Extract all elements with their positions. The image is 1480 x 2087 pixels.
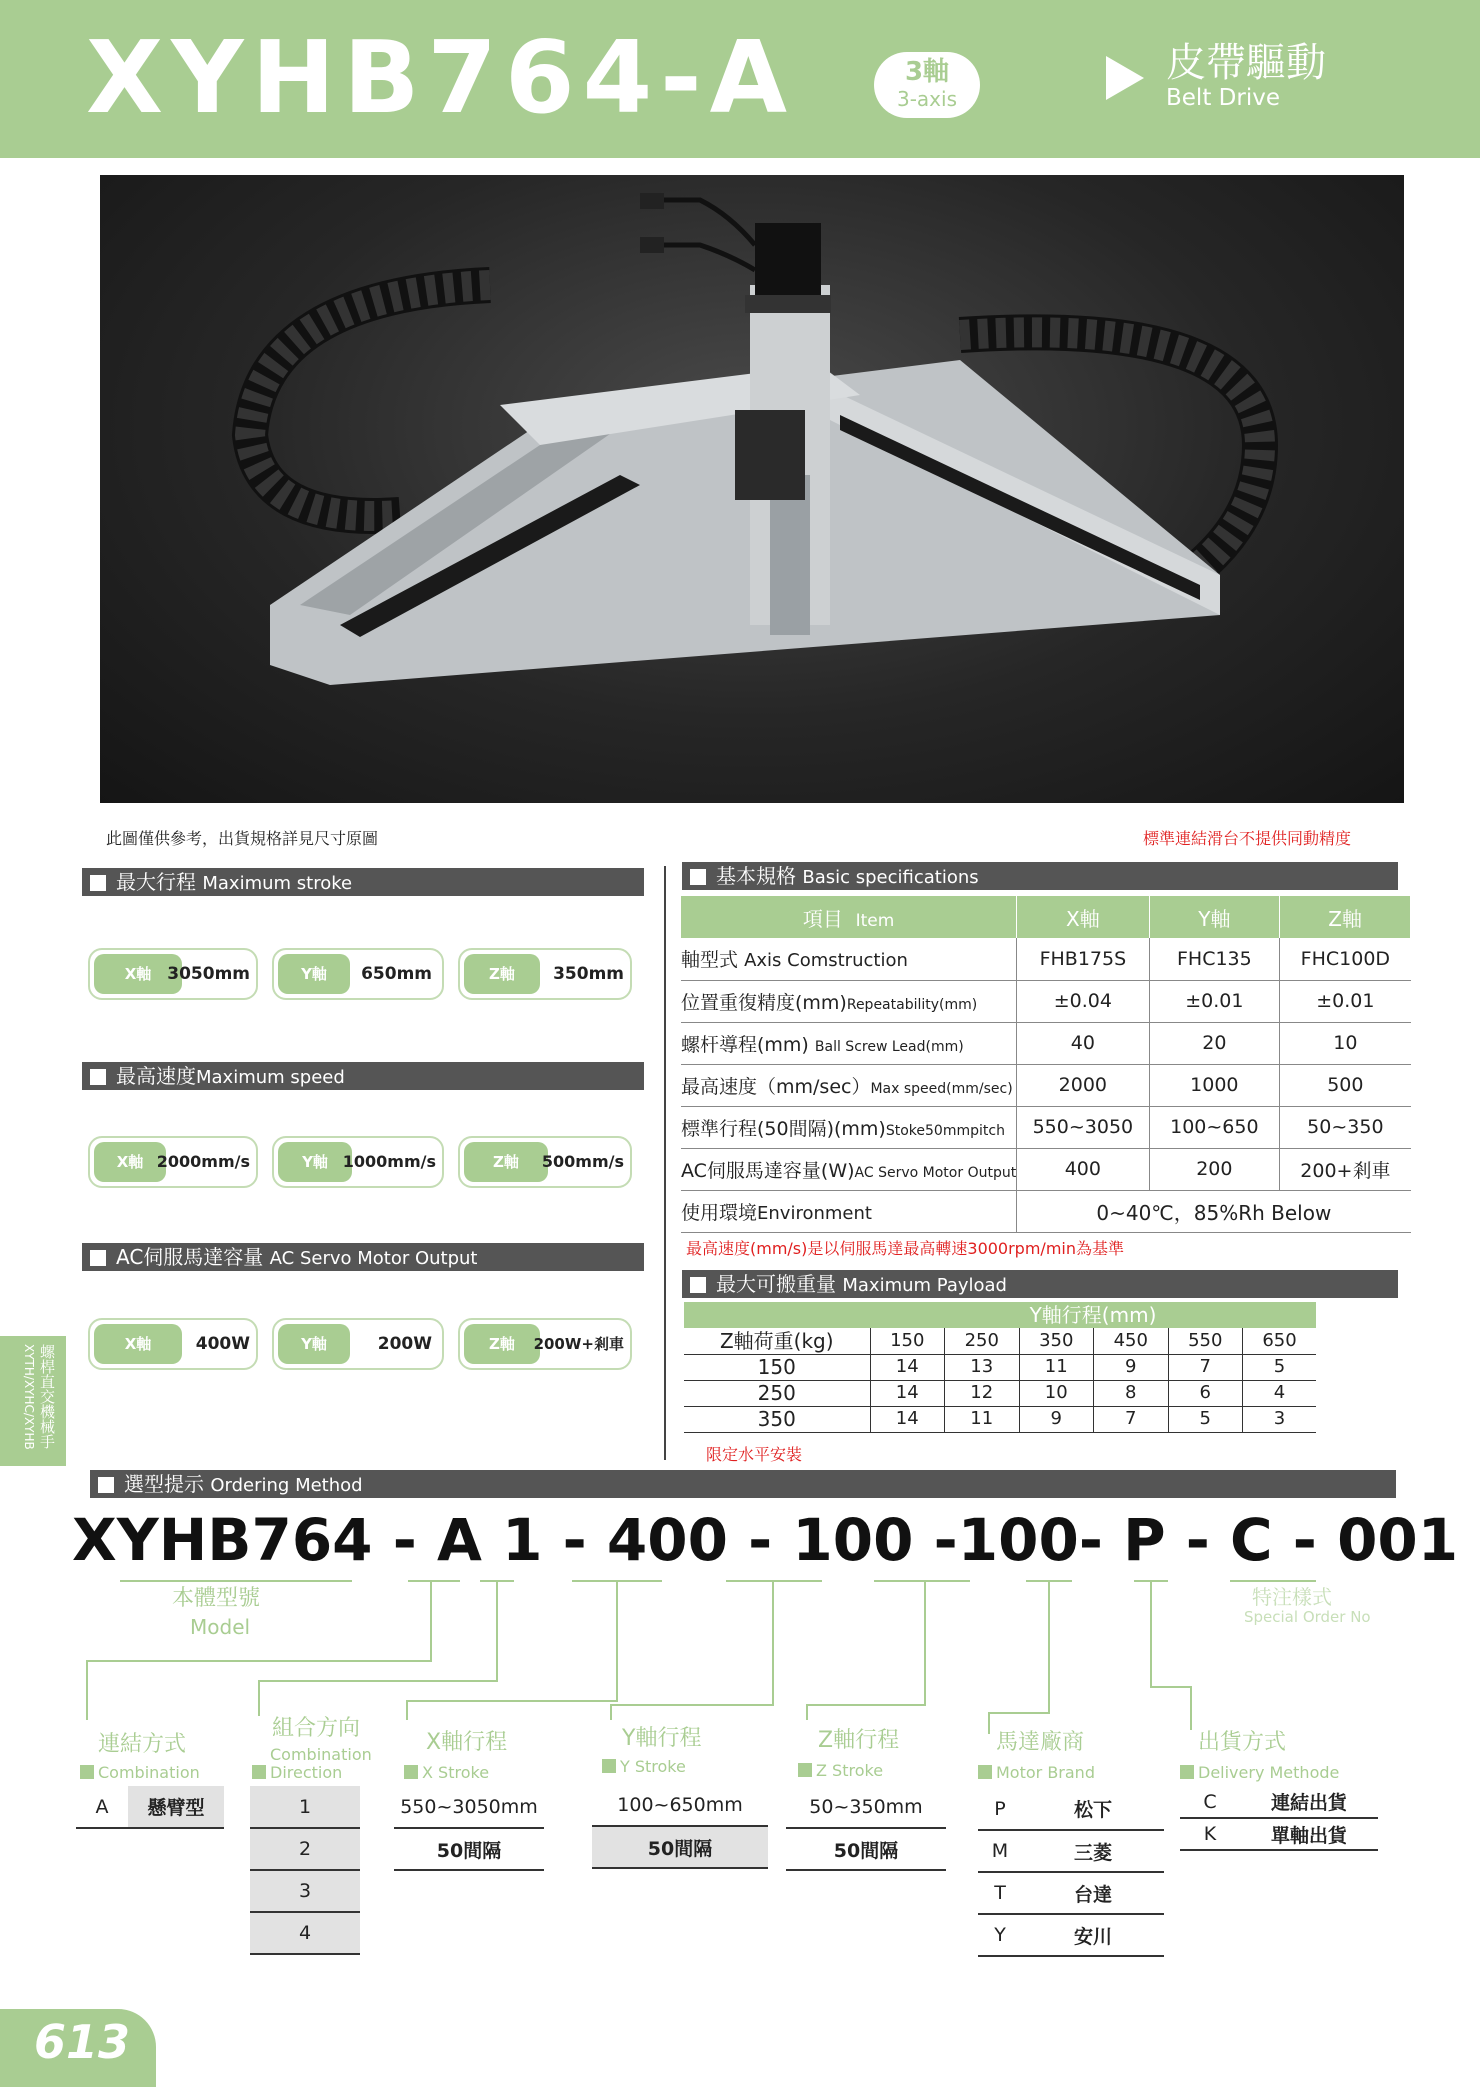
- page-number: 613: [34, 2015, 131, 2069]
- x-stroke-pill: X軸 3050mm: [88, 948, 258, 1000]
- direction-label-zh: 組合方向: [272, 1716, 361, 1741]
- table-row: 螺杆導程(mm) Ball Screw Lead(mm) 40 20 10: [681, 1022, 1411, 1064]
- square-bullet-icon: [690, 869, 706, 885]
- table-row: 軸型式 Axis Comstruction FHB175S FHC135 FHC100D: [681, 938, 1411, 980]
- delivery-label-zh: 出貨方式: [1198, 1730, 1287, 1755]
- square-bullet-icon: [690, 1277, 706, 1293]
- connector-line: [1190, 1686, 1192, 1730]
- table-row: 150 14 13 11 9 7 5: [684, 1354, 1316, 1380]
- table-row: C 連結出貨: [1180, 1786, 1378, 1818]
- underline-z: [874, 1580, 970, 1582]
- connector-line: [1048, 1582, 1050, 1714]
- square-bullet-icon: [90, 875, 106, 891]
- combo-label-en: Combination: [80, 1764, 200, 1782]
- table-row: 3: [250, 1870, 360, 1912]
- connector-line: [610, 1704, 774, 1706]
- table-row: M 三菱: [978, 1830, 1164, 1872]
- max-stroke-bar: 最大行程 Maximum stroke: [82, 868, 644, 896]
- axis-badge-zh: 3軸: [904, 57, 950, 87]
- combo-label-zh: 連結方式: [98, 1732, 187, 1757]
- z-stroke-pill: Z軸 350mm: [458, 948, 632, 1000]
- payload-bar: 最大可搬重量 Maximum Payload: [682, 1270, 1398, 1298]
- direction-label-en1: Combination: [270, 1745, 372, 1764]
- table-row: 100~650mm: [592, 1784, 768, 1826]
- product-photo: [100, 175, 1404, 803]
- square-bullet-icon: [80, 1765, 94, 1779]
- spec-head-y: Y軸: [1149, 896, 1280, 938]
- connector-line: [1150, 1686, 1192, 1688]
- y-stroke-label-en: Y Stroke: [602, 1758, 686, 1776]
- table-row: 50間隔: [394, 1828, 544, 1870]
- max-speed-bar: 最高速度Maximum speed: [82, 1062, 644, 1090]
- drive-type-zh: 皮帶驅動: [1166, 40, 1326, 86]
- z-motor-pill: Z軸 200W+剎車: [458, 1318, 632, 1370]
- side-tab-zh: 螺桿直交機械手: [38, 1344, 56, 1449]
- square-bullet-icon: [98, 1477, 114, 1493]
- table-row: 使用環境Environment 0~40℃，85%Rh Below: [681, 1190, 1411, 1232]
- table-row: 50~350mm: [786, 1786, 946, 1828]
- table-row: Z軸荷重(kg) 150 250 350 450 550 650: [684, 1328, 1316, 1354]
- x-motor-pill: X軸 400W: [88, 1318, 258, 1370]
- table-row: 最高速度（mm/sec）Max speed(mm/sec) 2000 1000 500: [681, 1064, 1411, 1106]
- motor-table: [978, 1788, 1164, 1957]
- connector-line: [1150, 1582, 1152, 1688]
- delivery-label-en: Delivery Methode: [1180, 1764, 1339, 1782]
- square-bullet-icon: [252, 1765, 266, 1779]
- x-stroke-label-zh: X軸行程: [426, 1730, 508, 1755]
- connector-line: [86, 1660, 432, 1662]
- y-motor-pill: Y軸 200W: [272, 1318, 444, 1370]
- drive-type-en: Belt Drive: [1166, 85, 1280, 111]
- payload-table: [684, 1302, 1316, 1433]
- spec-header-row: [681, 896, 1411, 938]
- connector-line: [406, 1700, 618, 1702]
- special-label-zh: 特注樣式: [1252, 1585, 1332, 1609]
- model-title: XYHB764-A: [86, 19, 796, 136]
- mount-note: 限定水平安裝: [706, 1445, 803, 1464]
- table-row: 標準行程(50間隔)(mm)Stoke50mmpitch 550~3050 100~650 50~350: [681, 1106, 1411, 1148]
- z-stroke-table: [786, 1786, 946, 1871]
- table-row: K 單軸出貨: [1180, 1818, 1378, 1850]
- connector-line: [258, 1680, 260, 1716]
- ordering-bar: 選型提示 Ordering Method: [90, 1470, 1396, 1498]
- motor-output-bar: AC伺服馬達容量 AC Servo Motor Output: [82, 1243, 644, 1271]
- photo-reference-note: 此圖僅供參考，出貨規格詳見尺寸原圖: [106, 829, 379, 848]
- table-row: 2: [250, 1828, 360, 1870]
- square-bullet-icon: [978, 1765, 992, 1779]
- axis-badge-en: 3-axis: [896, 87, 957, 111]
- connector-line: [806, 1704, 808, 1720]
- y-stroke-pill: Y軸 650mm: [272, 948, 444, 1000]
- y-stroke-table: [592, 1784, 768, 1869]
- z-stroke-label-zh: Z軸行程: [818, 1728, 900, 1753]
- connector-line: [988, 1712, 990, 1734]
- ordering-code: XYHB764 - A 1 - 400 - 100 -100- P - C - 001: [72, 1506, 1459, 1574]
- table-row: P 松下: [978, 1788, 1164, 1830]
- underline-model: [120, 1580, 352, 1582]
- spec-head-z: Z軸: [1280, 896, 1411, 938]
- table-row: 250 14 12 10 8 6 4: [684, 1380, 1316, 1406]
- y-stroke-label-zh: Y軸行程: [622, 1726, 702, 1751]
- basic-spec-bar: 基本規格 Basic specifications: [682, 862, 1398, 890]
- table-row: A 懸臂型: [76, 1786, 224, 1828]
- side-category-tab: [0, 1336, 66, 1466]
- model-label-zh: 本體型號: [172, 1586, 261, 1611]
- connector-line: [610, 1704, 612, 1720]
- delivery-table: [1180, 1786, 1378, 1851]
- z-stroke-label-en: Z Stroke: [798, 1762, 883, 1780]
- y-speed-pill: Y軸 1000mm/s: [272, 1136, 444, 1188]
- table-row: Y 安川: [978, 1914, 1164, 1956]
- square-bullet-icon: [90, 1069, 106, 1085]
- table-row: 50間隔: [786, 1828, 946, 1870]
- table-row: 350 14 11 9 7 5 3: [684, 1406, 1316, 1432]
- table-row: 50間隔: [592, 1826, 768, 1868]
- play-arrow-icon: [1106, 56, 1144, 100]
- combo-table: [76, 1786, 224, 1829]
- connector-line: [86, 1660, 88, 1720]
- connector-line: [258, 1680, 498, 1682]
- underline-combo: [408, 1580, 460, 1582]
- underline-y: [726, 1580, 822, 1582]
- connector-line: [496, 1582, 498, 1680]
- table-row: 550~3050mm: [394, 1786, 544, 1828]
- square-bullet-icon: [90, 1250, 106, 1266]
- model-label-en: Model: [190, 1615, 251, 1639]
- x-stroke-label-en: X Stroke: [404, 1764, 489, 1782]
- z-speed-pill: Z軸 500mm/s: [458, 1136, 632, 1188]
- speed-basis-note: 最高速度(mm/s)是以伺服馬達最高轉速3000rpm/min為基準: [686, 1239, 1124, 1258]
- connector-line: [988, 1712, 1050, 1714]
- table-row: T 台達: [978, 1872, 1164, 1914]
- special-label-en: Special Order No: [1244, 1608, 1371, 1626]
- motor-label-en: Motor Brand: [978, 1764, 1095, 1782]
- payload-header-row: Y軸行程(mm): [684, 1302, 1316, 1328]
- square-bullet-icon: [1180, 1765, 1194, 1779]
- spec-table: [681, 896, 1411, 1233]
- table-row: 位置重復精度(mm)Repeatability(mm) ±0.04 ±0.01 ±0.01: [681, 980, 1411, 1022]
- table-row: 1: [250, 1786, 360, 1828]
- connector-line: [806, 1704, 926, 1706]
- x-speed-pill: X軸 2000mm/s: [88, 1136, 258, 1188]
- direction-label-en2: Direction: [252, 1764, 342, 1782]
- table-row: 4: [250, 1912, 360, 1954]
- connector-line: [616, 1582, 618, 1702]
- square-bullet-icon: [404, 1765, 418, 1779]
- square-bullet-icon: [602, 1759, 616, 1773]
- underline-special: [1230, 1580, 1316, 1582]
- sync-accuracy-note: 標準連結滑台不提供同動精度: [1143, 829, 1352, 848]
- direction-table: [250, 1786, 360, 1955]
- column-divider: [664, 866, 666, 1460]
- table-row: AC伺服馬達容量(W)AC Servo Motor Output 400 200 200+剎車: [681, 1148, 1411, 1190]
- spec-head-x: X軸: [1017, 896, 1149, 938]
- spec-head-item: 項目 Item: [681, 896, 1017, 938]
- axis-badge: [874, 52, 980, 118]
- connector-line: [406, 1700, 408, 1720]
- gantry-robot-illustration: [100, 175, 1404, 803]
- x-stroke-table: [394, 1786, 544, 1871]
- connector-line: [924, 1582, 926, 1706]
- connector-line: [772, 1582, 774, 1706]
- motor-label-zh: 馬達廠商: [996, 1730, 1085, 1755]
- connector-line: [430, 1582, 432, 1660]
- square-bullet-icon: [798, 1763, 812, 1777]
- side-tab-en: XYTH/XYHC/XYHB: [22, 1344, 36, 1450]
